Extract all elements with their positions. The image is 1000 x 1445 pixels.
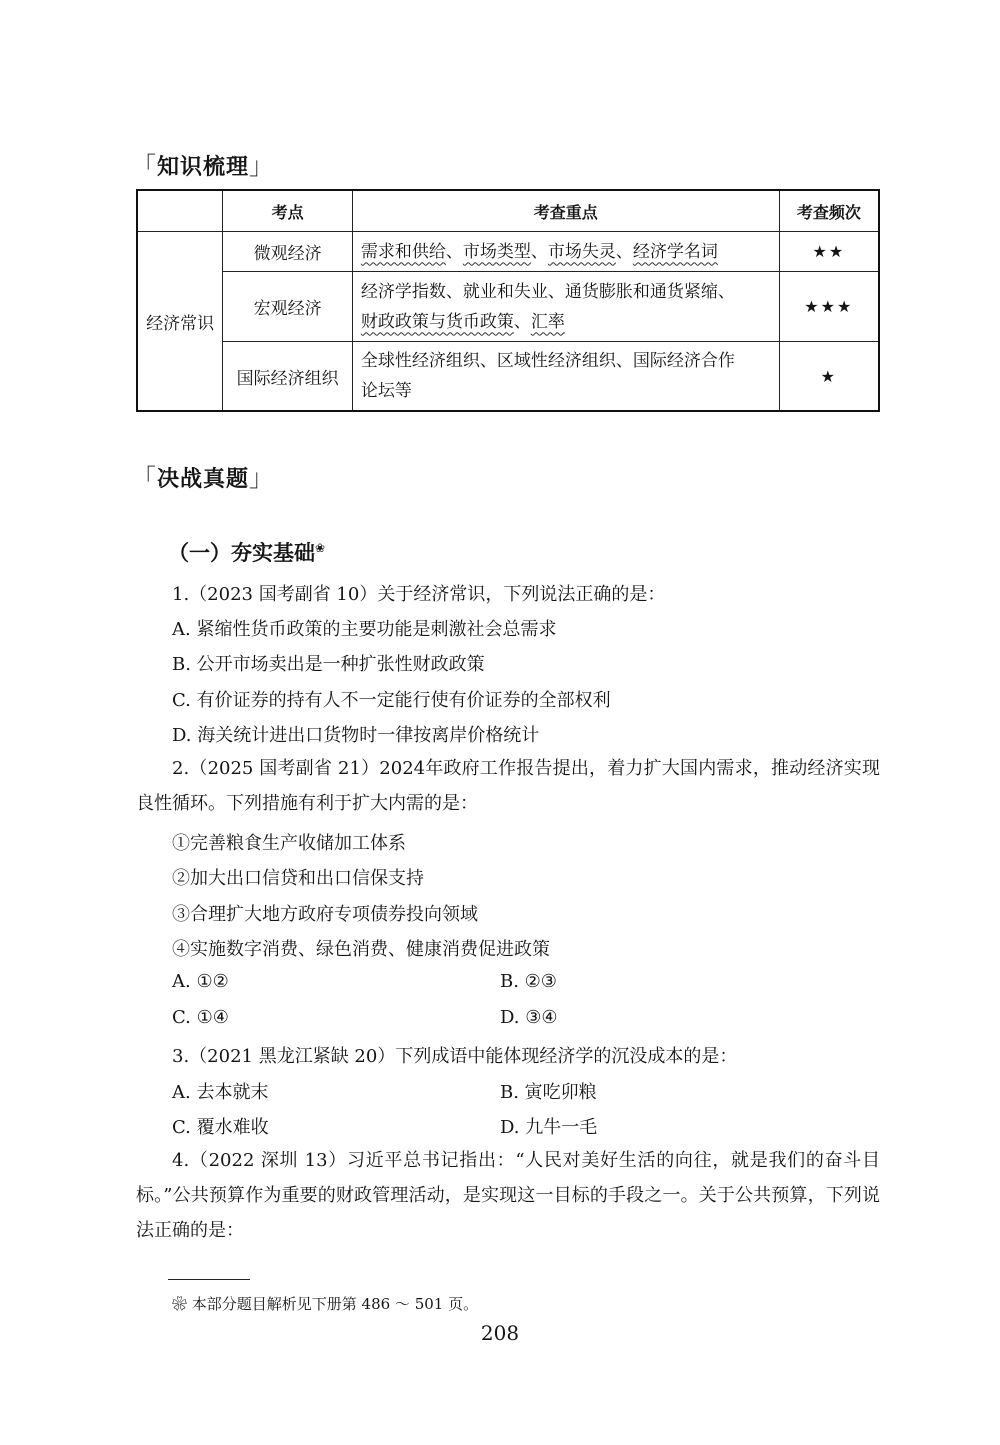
focus-term: 需求和供给 xyxy=(360,241,446,262)
table-cell-frequency: ★★★ xyxy=(779,272,879,342)
focus-term: 市场失灵 xyxy=(547,241,616,262)
question-2-item: ③合理扩大地方政府专项债券投向领域 xyxy=(172,904,478,925)
question-2-option-b: B. ②③ xyxy=(500,971,557,992)
focus-term: 汇率 xyxy=(530,311,565,332)
section-title-text: 知识梳理 xyxy=(157,155,250,180)
table-header-frequency: 考查频次 xyxy=(779,190,879,232)
focus-term: 经济学名词 xyxy=(632,241,718,262)
table-header-row xyxy=(137,190,879,232)
section-title-knowledge xyxy=(132,146,274,181)
focus-sep: 、 xyxy=(615,241,633,262)
knowledge-table xyxy=(136,189,880,412)
question-2-stem: 2.（2025 国考副省 21）2024年政府工作报告提出，着力扩大国内需求，推动经济实现良性循环。下列措施有利于扩大内需的是： xyxy=(136,758,880,814)
question-1-option-d: D. 海关统计进出口货物时一律按离岸价格统计 xyxy=(172,725,540,746)
focus-line: 经济学指数、就业和失业、通货膨胀和通货紧缩、 xyxy=(360,281,735,302)
bracket-close: 」 xyxy=(249,152,275,180)
footnote: ❀ 本部分题目解析见下册第 486 ～ 501 页。 xyxy=(172,1295,479,1313)
question-2-item: ②加大出口信贷和出口信保支持 xyxy=(172,868,424,889)
focus-sep: 、 xyxy=(513,311,531,332)
table-category: 经济常识 xyxy=(137,232,223,412)
table-cell-frequency: ★★ xyxy=(779,232,879,272)
subsection-title-text: （一）夯实基础 xyxy=(168,541,315,565)
question-3-option-a: A. 去本就末 xyxy=(172,1082,269,1103)
subsection-title xyxy=(168,537,325,567)
table-cell-point: 宏观经济 xyxy=(223,272,353,342)
section-title-real-exams xyxy=(132,458,274,493)
question-3-option-d: D. 九牛一毛 xyxy=(500,1117,598,1138)
question-3-option-c: C. 覆水难收 xyxy=(172,1117,269,1138)
question-4-stem: 4.（2022 深圳 13）习近平总书记指出：“人民对美好生活的向往，就是我们的奋斗目标。”公共预算作为重要的财政管理活动，是实现这一目标的手段之一。关于公共预算，下列说法正确的是： xyxy=(136,1150,880,1241)
focus-term: 市场类型 xyxy=(462,241,531,262)
page-number: 208 xyxy=(480,1321,520,1345)
table-row xyxy=(137,232,879,272)
table-cell-focus xyxy=(352,342,779,412)
question-2-option-c: C. ①④ xyxy=(172,1007,229,1028)
bracket-open: 「 xyxy=(132,152,157,180)
question-2-option-d: D. ③④ xyxy=(500,1007,558,1028)
table-cell-point: 微观经济 xyxy=(223,232,353,272)
focus-sep: 、 xyxy=(445,241,463,262)
table-header-focus: 考查重点 xyxy=(352,190,779,232)
footnote-rule xyxy=(168,1279,250,1280)
table-cell-focus xyxy=(352,232,779,272)
table-row xyxy=(137,342,879,412)
section-title-text: 决战真题 xyxy=(157,467,250,492)
table-cell-focus xyxy=(352,272,779,342)
bracket-close: 」 xyxy=(249,464,275,492)
table-header-empty xyxy=(137,190,223,232)
question-1-option-b: B. 公开市场卖出是一种扩张性财政政策 xyxy=(172,654,485,675)
question-1-option-a: A. 紧缩性货币政策的主要功能是刺激社会总需求 xyxy=(172,619,557,640)
focus-line: 全球性经济组织、区域性经济组织、国际经济合作 xyxy=(360,351,735,371)
question-2-item: ①完善粮食生产收储加工体系 xyxy=(172,833,406,854)
question-1-stem: 1.（2023 国考副省 10）关于经济常识，下列说法正确的是： xyxy=(172,584,666,605)
focus-term: 财政政策与货币政策 xyxy=(360,311,514,332)
question-3-stem: 3.（2021 黑龙江紧缺 20）下列成语中能体现经济学的沉没成本的是： xyxy=(172,1046,738,1067)
question-2-item: ④实施数字消费、绿色消费、健康消费促进政策 xyxy=(172,939,550,960)
table-cell-frequency: ★ xyxy=(779,342,879,412)
table-header-point: 考点 xyxy=(223,190,353,232)
flower-mark-icon: ❀ xyxy=(315,541,326,555)
table-cell-point: 国际经济组织 xyxy=(223,342,353,412)
question-2-option-a: A. ①② xyxy=(172,971,229,992)
question-3-option-b: B. 寅吃卯粮 xyxy=(500,1082,597,1103)
table-row xyxy=(137,272,879,342)
question-1-option-c: C. 有价证券的持有人不一定能行使有价证券的全部权利 xyxy=(172,690,611,711)
focus-sep: 、 xyxy=(530,241,548,262)
focus-line: 论坛等 xyxy=(360,381,412,401)
bracket-open: 「 xyxy=(132,464,157,492)
